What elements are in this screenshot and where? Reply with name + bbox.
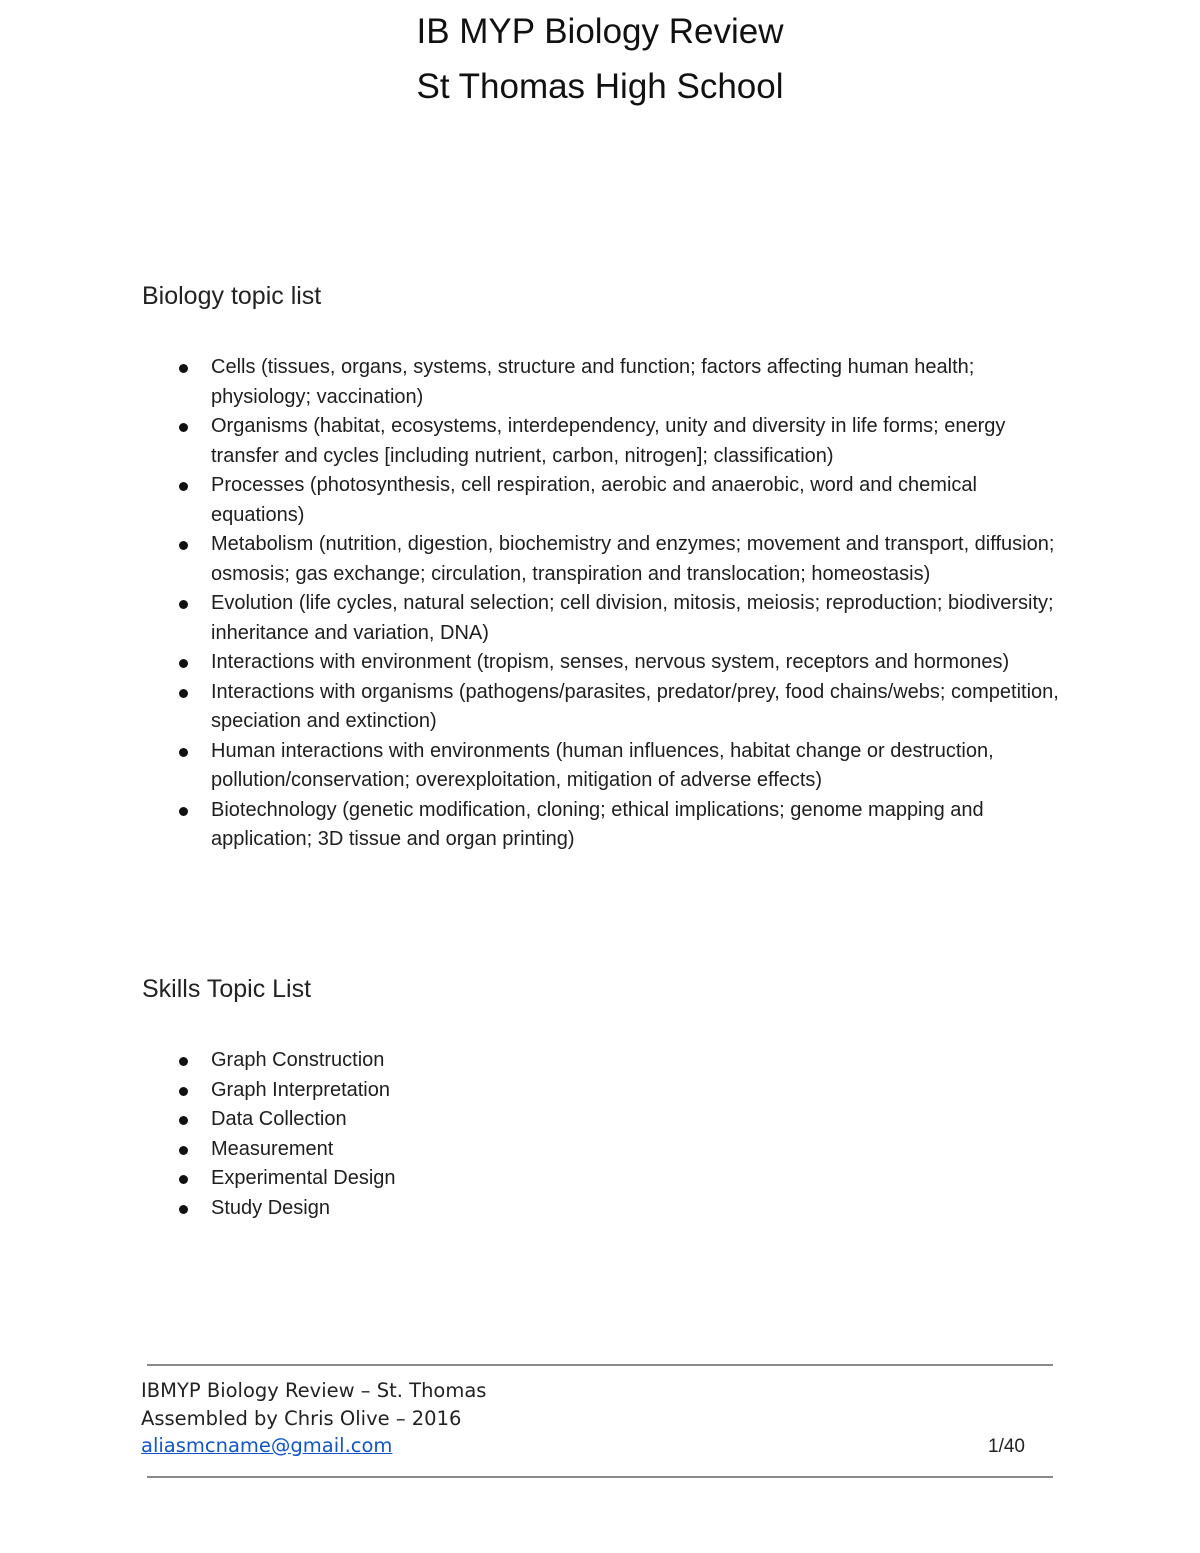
list-item-text: Processes (photosynthesis, cell respiration, aerobic and anaerobic, word and chemical equations)	[211, 474, 977, 526]
footer-divider-bottom	[147, 1476, 1053, 1478]
footer-title: IBMYP Biology Review – St. Thomas	[141, 1379, 487, 1402]
list-item-text: Data Collection	[211, 1108, 347, 1130]
list-item	[0, 737, 1061, 796]
document-subtitle: St Thomas High School	[416, 67, 784, 106]
list-item	[0, 678, 1061, 737]
bullet-icon	[179, 659, 188, 668]
list-item	[0, 1105, 1061, 1135]
list-item	[0, 353, 1061, 412]
list-item	[0, 530, 1061, 589]
skills-topic-heading: Skills Topic List	[142, 975, 312, 1003]
biology-topic-list	[0, 353, 1200, 855]
list-item-text: Cells (tissues, organs, systems, structure and function; factors affecting human health; physiology; vaccination)	[211, 356, 975, 408]
list-item	[0, 1164, 1061, 1194]
bullet-icon	[179, 748, 188, 757]
list-item-text: Measurement	[211, 1137, 334, 1160]
list-item-text: Interactions with environment (tropism, senses, nervous system, receptors and hormones)	[211, 651, 1010, 673]
list-item	[0, 1046, 1061, 1076]
list-item-text: Graph Construction	[211, 1049, 385, 1071]
list-item	[0, 796, 1061, 855]
list-item	[0, 589, 1061, 648]
list-item-text: Interactions with organisms (pathogens/parasites, predator/prey, food chains/webs; competition, speciation and extinction)	[211, 680, 1059, 732]
bullet-icon	[179, 1205, 188, 1214]
bullet-icon	[179, 1175, 188, 1184]
list-item-text: Human interactions with environments (human influences, habitat change or destruction, pollution/conservation; overexploitation, mitigation of adverse effects)	[211, 739, 994, 791]
list-item	[0, 1135, 1061, 1165]
footer-author: Assembled by Chris Olive – 2016	[141, 1407, 462, 1430]
bullet-icon	[179, 364, 188, 373]
bullet-icon	[179, 1116, 188, 1125]
list-item-text: Graph Interpretation	[211, 1078, 390, 1101]
bullet-icon	[179, 807, 188, 816]
bullet-icon	[179, 482, 188, 491]
biology-topic-heading: Biology topic list	[142, 282, 322, 310]
list-item	[0, 648, 1061, 678]
document-title: IB MYP Biology Review	[416, 12, 784, 51]
list-item-text: Metabolism (nutrition, digestion, biochemistry and enzymes; movement and transport, diffusion; osmosis; gas exchange; circulation, transpiration and translocation; homeostasis)	[211, 533, 1055, 585]
list-item-text: Evolution (life cycles, natural selection; cell division, mitosis, meiosis; reproduction; biodiversity; inheritance and variation, DNA)	[211, 592, 1054, 644]
list-item	[0, 1194, 1061, 1224]
footer-divider-top	[147, 1364, 1053, 1366]
bullet-icon	[179, 600, 188, 609]
list-item-text: Experimental Design	[211, 1167, 396, 1189]
footer-email-link[interactable]: aliasmcname@gmail.com	[141, 1434, 393, 1457]
list-item-text: Organisms (habitat, ecosystems, interdependency, unity and diversity in life forms; energy transfer and cycles [including nutrient, carbon, nitrogen]; classification)	[211, 415, 1006, 467]
page-number: 1/40	[988, 1436, 1025, 1457]
bullet-icon	[179, 689, 188, 698]
list-item	[0, 412, 1061, 471]
list-item	[0, 1076, 1061, 1106]
list-item	[0, 471, 1061, 530]
skills-topic-list	[0, 1046, 1200, 1223]
bullet-icon	[179, 541, 188, 550]
bullet-icon	[179, 1087, 188, 1096]
list-item-text: Biotechnology (genetic modification, cloning; ethical implications; genome mapping and application; 3D tissue and organ printing)	[211, 798, 984, 850]
list-item-text: Study Design	[211, 1196, 330, 1219]
bullet-icon	[179, 1146, 188, 1155]
bullet-icon	[179, 1057, 188, 1066]
bullet-icon	[179, 423, 188, 432]
